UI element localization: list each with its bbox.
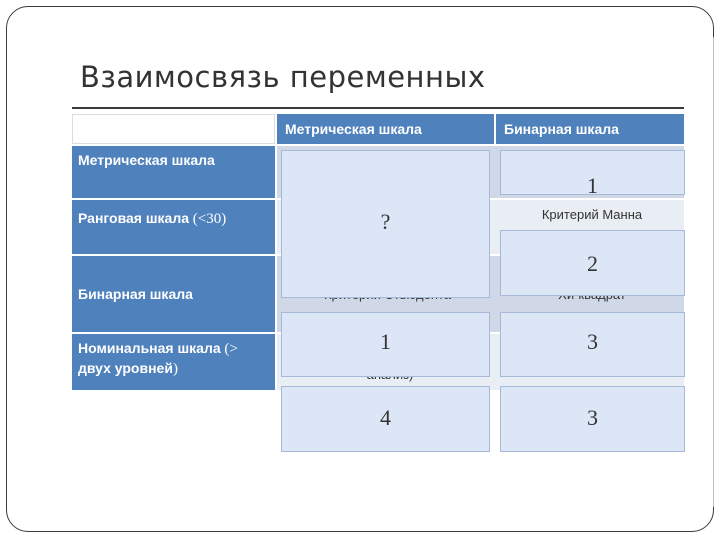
column-header-metric: Метрическая шкала	[277, 114, 494, 144]
table-corner-cell	[72, 114, 275, 144]
cover-box-6[interactable]: 3	[500, 386, 685, 452]
cover-box-1[interactable]: 1	[500, 150, 685, 195]
row-label-suffix: (>	[220, 341, 238, 357]
row-label-nominal	[72, 334, 275, 390]
cover-box-2[interactable]: 2	[500, 230, 685, 296]
row-label-binary	[72, 256, 275, 332]
cover-box-3[interactable]: 1	[281, 312, 490, 377]
hidden-cell-text: Критерий Манна	[541, 207, 643, 222]
row-label-text-line2: двух уровней	[78, 360, 173, 376]
row-label-text: Ранговая шкала	[78, 210, 190, 226]
title-divider	[72, 107, 684, 109]
slide-edge-shadow	[713, 37, 714, 507]
cover-box-4[interactable]: 3	[500, 312, 685, 377]
row-label-rank	[72, 200, 275, 254]
row-label-text: Метрическая шкала	[78, 152, 215, 168]
row-label-text: Бинарная шкала	[78, 286, 193, 302]
row-label-suffix-line2: )	[172, 361, 178, 377]
row-label-metric	[72, 146, 275, 198]
slide-title: Взаимосвязь переменных	[80, 60, 486, 94]
row-label-text: Номинальная шкала	[78, 340, 221, 356]
cover-box-question[interactable]: ?	[281, 150, 490, 298]
cover-box-5[interactable]: 4	[281, 386, 490, 452]
column-header-binary: Бинарная шкала	[496, 114, 684, 144]
row-label-suffix: (<30)	[189, 211, 227, 227]
